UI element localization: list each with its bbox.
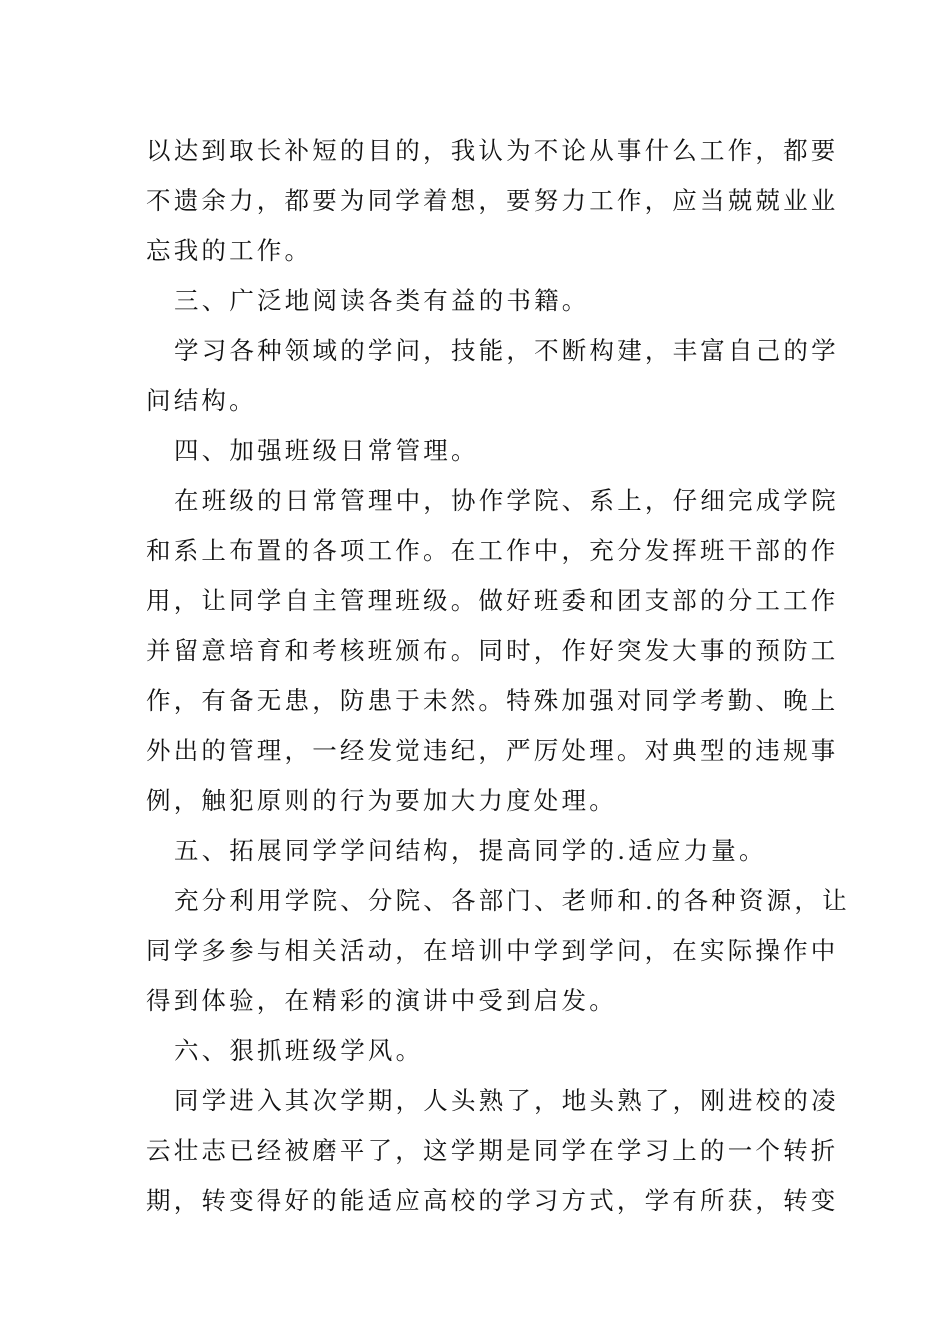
text-line-1: 以达到取长补短的目的，我认为不论从事什么工作，都要 [146,136,839,165]
text-line-12: 作，有备无患，防患于未然。特殊加强对同学考勤、晚上 [146,686,839,715]
section-heading-5: 五、拓展同学学问结构，提高同学的.适应力量。 [174,836,767,865]
text-line-13: 外出的管理，一经发觉违纪，严厉处理。对典型的违规事 [146,736,839,765]
text-line-17: 同学多参与相关活动，在培训中学到学问，在实际操作中 [146,936,839,965]
text-line-10: 用，让同学自主管理班级。做好班委和团支部的分工工作 [146,586,839,615]
document-body [146,126,850,1226]
section-heading-6: 六、狠抓班级学风。 [174,1036,424,1065]
text-line-8: 在班级的日常管理中，协作学院、系上，仔细完成学院 [174,486,839,515]
text-line-3: 忘我的工作。 [146,236,313,265]
text-line-2: 不遗余力，都要为同学着想，要努力工作，应当兢兢业业 [146,186,839,215]
text-line-21: 云壮志已经被磨平了，这学期是同学在学习上的一个转折 [146,1136,839,1165]
text-line-6: 问结构。 [146,386,257,415]
section-heading-3: 三、广泛地阅读各类有益的书籍。 [174,286,590,315]
text-line-9: 和系上布置的各项工作。在工作中，充分发挥班干部的作 [146,536,839,565]
section-heading-4: 四、加强班级日常管理。 [174,436,479,465]
text-line-14: 例，触犯原则的行为要加大力度处理。 [146,786,617,815]
text-line-22: 期，转变得好的能适应高校的学习方式，学有所获，转变 [146,1186,839,1215]
text-line-16: 充分利用学院、分院、各部门、老师和.的各种资源，让 [174,886,850,915]
text-line-20: 同学进入其次学期，人头熟了，地头熟了，刚进校的凌 [174,1086,839,1115]
text-line-18: 得到体验，在精彩的演讲中受到启发。 [146,986,617,1015]
text-line-5: 学习各种领域的学问，技能，不断构建，丰富自己的学 [174,336,839,365]
text-line-11: 并留意培育和考核班颁布。同时，作好突发大事的预防工 [146,636,839,665]
